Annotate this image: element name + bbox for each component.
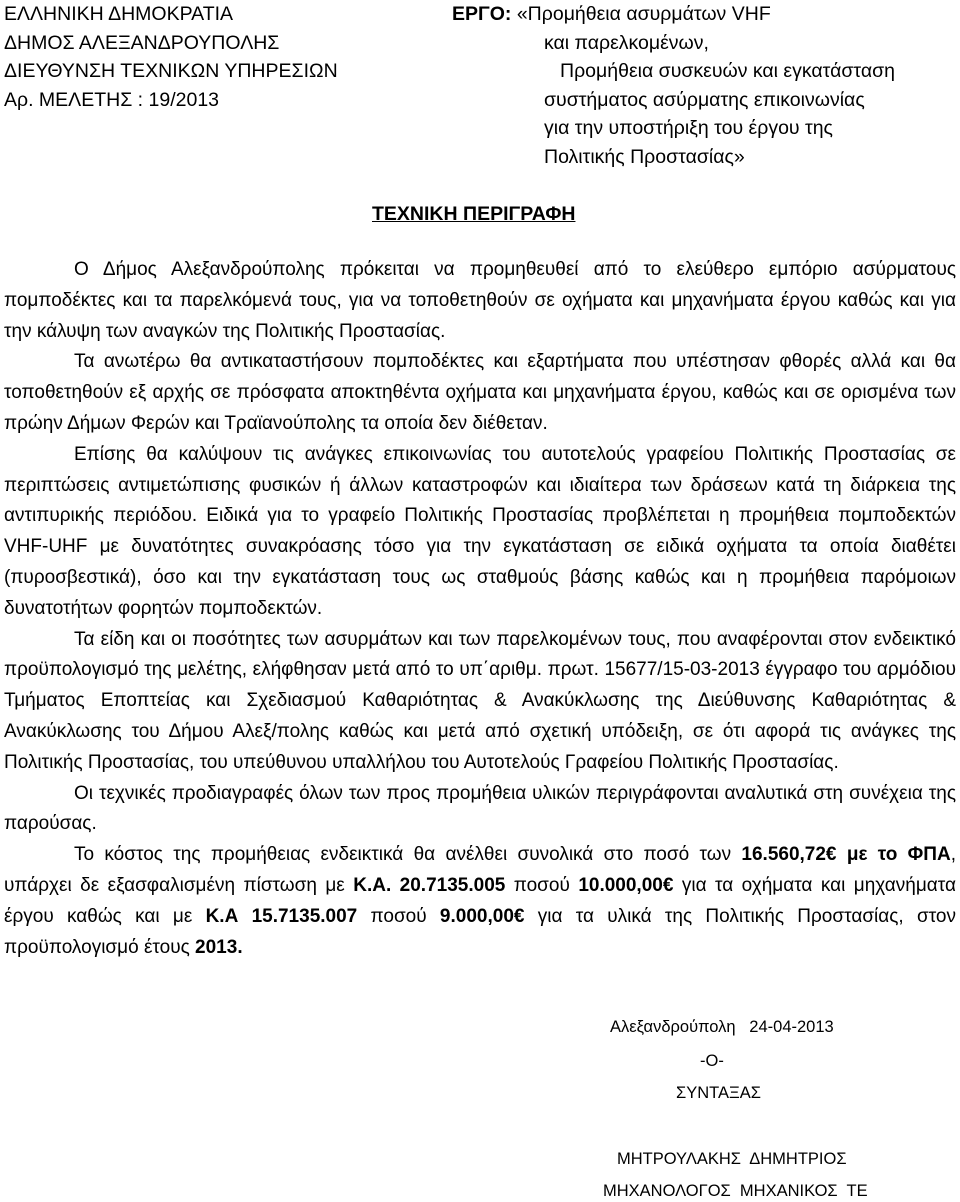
project-title-line: για την υποστήριξη του έργου της — [544, 117, 833, 139]
budget-code: Κ.Α. 20.7135.005 — [353, 874, 506, 896]
budget-year: 2013. — [195, 936, 243, 958]
header-left-line: ΕΛΛΗΝΙΚΗ ΔΗΜΟΚΡΑΤΙΑ — [4, 3, 234, 25]
signatory-title: ΜΗΧΑΝΟΛΟΓΟΣ ΜΗΧΑΝΙΚΟΣ ΤΕ — [603, 1182, 868, 1200]
signature-separator: -Ο- — [700, 1052, 724, 1070]
signature-role: ΣΥΝΤΑΞΑΣ — [676, 1084, 761, 1102]
project-title-line: συστήματος ασύρματης επικοινωνίας — [544, 88, 865, 111]
document-title: ΤΕΧΝΙΚΗ ΠΕΡΙΓΡΑΦΗ — [372, 203, 576, 225]
cost-total: 16.560,72€ με το ΦΠΑ — [741, 844, 951, 866]
header-left-line: Αρ. ΜΕΛΕΤΗΣ : 19/2013 — [4, 88, 220, 111]
paragraph: Επίσης θα καλύψουν τις ανάγκες επικοινωνίας του αυτοτελούς γραφείου Πολιτικής Προστασίας σε περιπτώσεις αντιμετώπισης φυσικών ή άλλων καταστροφών και ιδιαίτερα των δράσεων κατά τη διάρκεια της αντιπυρικής περιόδου. Ειδικά για το γραφείο Πολιτικής Προστασίας προβλέπεται η προμήθεια πομποδεκτών VHF-UHF με δυνατότητες συνακρόασης τόσο για την εγκατάσταση σε ειδικά οχήματα τα οποία διαθέτει (πυροσβεστικά), όσο και την εγκατάσταση τους ως σταθμούς βάσης καθώς και η προμήθεια παρόμοιων δυνατοτήτων φορητών πομποδεκτών. — [4, 443, 956, 619]
paragraph: Τα ανωτέρω θα αντικαταστήσουν πομποδέκτες και εξαρτήματα που υπέστησαν φθορές αλλά και θα τοποθετηθούν εξ αρχής σε πρόσφατα αποκτηθέντα οχήματα και μηχανήματα έργου, καθώς και σε ορισμένα των πρώην Δήμων Φερών και Τραϊανούπολης τα οποία δεν διέθεταν. — [4, 351, 956, 434]
project-label: ΕΡΓΟ: — [452, 3, 512, 25]
project-title-line: και παρελκομένων, — [544, 31, 709, 54]
project-line — [452, 0, 895, 29]
header-left-line: ΔΙΕΥΘΥΝΣΗ ΤΕΧΝΙΚΩΝ ΥΠΗΡΕΣΙΩΝ — [4, 60, 338, 82]
cost-text: , υπάρχει δε εξασφαλισμένη πίστωση με — [4, 844, 956, 896]
project-title-line: «Προμήθεια ασυρμάτων VHF — [516, 3, 771, 25]
cost-text: ποσού — [505, 874, 579, 896]
signatory-name: ΜΗΤΡΟΥΛΑΚΗΣ ΔΗΜΗΤΡΙΟΣ — [617, 1150, 847, 1168]
paragraph: Τα είδη και οι ποσότητες των ασυρμάτων και των παρελκομένων τους, που αναφέρονται στον ενδεικτικό προϋπολογισμό της μελέτης, ελήφθησαν μετά από το υπ΄αριθμ. πρωτ. 15677/15-03-2013 έγγραφο του αρμόδιου Τμήματος Εποπτείας και Σχεδιασμού Καθαριότητας & Ανακύκλωσης της Διεύθυνσης Καθαριότητας & Ανακύκλωσης του Δήμου Αλεξ/πολης καθώς και μετά από σχετική υπόδειξη, σε ότι αφορά τις ανάγκες της Πολιτικής Προστασίας, του υπεύθυνου υπαλλήλου του Αυτοτελούς Γραφείου Πολιτικής Προστασίας. — [4, 628, 956, 773]
project-title-line: Προμήθεια συσκευών και εγκατάσταση — [560, 60, 895, 82]
cost-text: για τα οχήματα και μηχανήματα έργου καθώς και με — [4, 874, 956, 927]
cost-text: για τα υλικά της Πολιτικής Προστασίας, στον προϋπολογισμό έτους — [4, 905, 956, 958]
document-body — [4, 255, 956, 963]
paragraph-cost — [4, 840, 956, 963]
cost-text: ποσού — [357, 905, 440, 927]
cost-text: Το κόστος της προμήθειας ενδεικτικά θα ανέλθει συνολικά στο ποσό των — [74, 844, 742, 866]
project-title-line: Πολιτικής Προστασίας» — [544, 145, 745, 168]
budget-amount: 9.000,00€ — [439, 905, 525, 927]
paragraph: Ο Δήμος Αλεξανδρούπολης πρόκειται να προμηθευθεί από το ελεύθερο εμπόριο ασύρματους πομποδέκτες και τα παρελκόμενά τους, για να τοποθετηθούν σε οχήματα και μηχανήματα έργου καθώς και για την κάλυψη των αναγκών της Πολιτικής Προστασίας. — [4, 259, 956, 342]
header-left-line: ΔΗΜΟΣ ΑΛΕΞΑΝΔΡΟΥΠΟΛΗΣ — [4, 31, 280, 54]
header-left-block — [4, 0, 338, 114]
place-date: Αλεξανδρούπολη 24-04-2013 — [610, 1018, 834, 1036]
budget-amount: 10.000,00€ — [578, 874, 674, 896]
budget-code: Κ.Α 15.7135.007 — [205, 905, 358, 927]
header-right-block — [452, 0, 895, 171]
paragraph: Οι τεχνικές προδιαγραφές όλων των προς προμήθεια υλικών περιγράφονται αναλυτικά στη συνέχεια της παρούσας. — [4, 782, 956, 835]
